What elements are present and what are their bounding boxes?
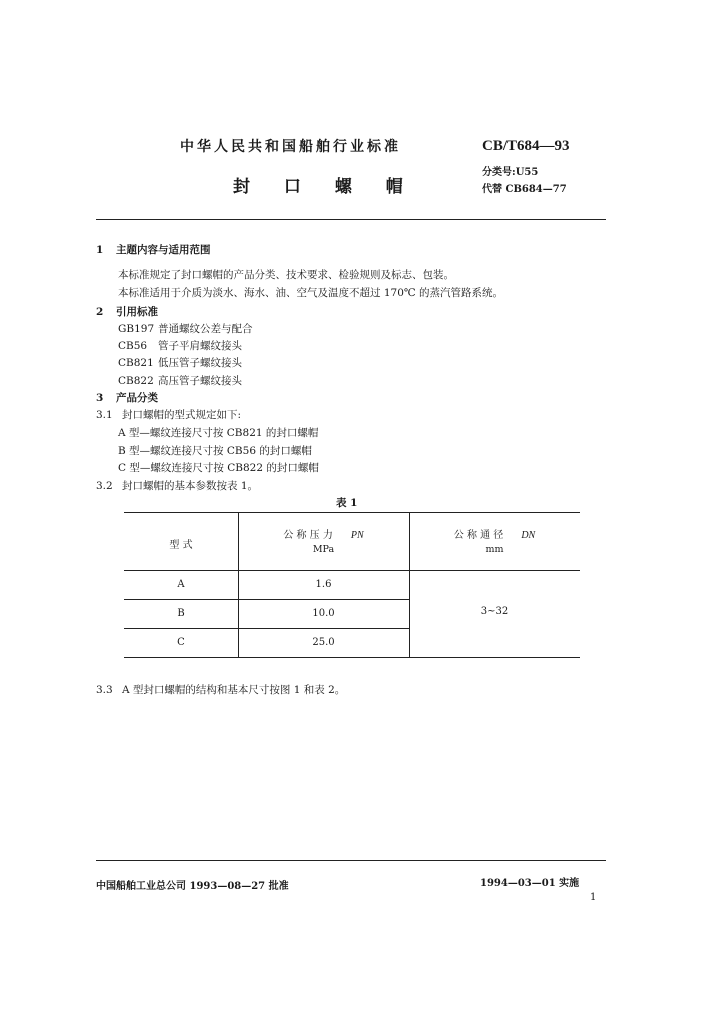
- section-number: 1: [96, 244, 104, 256]
- header-symbol: DN: [521, 530, 536, 541]
- header-rule: [96, 219, 606, 220]
- clause-3-3: [96, 682, 345, 697]
- reference-code: CB821: [118, 357, 154, 369]
- section-1-paragraph-2: 本标准适用于介质为淡水、海水、油、空气及温度不超过 170℃ 的蒸汽管路系统。: [118, 287, 503, 299]
- section-title: 主题内容与适用范围: [116, 244, 211, 256]
- table-row-rule: [124, 599, 410, 600]
- clause-3-1: [96, 407, 241, 422]
- header-unit: mm: [485, 544, 504, 555]
- clause-number: 3.2: [96, 480, 113, 492]
- standard-code: CB/T684—93: [482, 138, 570, 154]
- type-definition: C 型—螺纹连接尺寸按 CB822 的封口螺帽: [118, 462, 319, 474]
- header-label: 公 称 压 力: [283, 530, 333, 541]
- reference-name: 高压管子螺纹接头: [158, 375, 242, 387]
- reference-item: [118, 338, 242, 353]
- table-cell-pressure: 25.0: [312, 637, 335, 648]
- page-number: 1: [590, 892, 597, 903]
- clause-text: 封口螺帽的基本参数按表 1。: [122, 480, 259, 492]
- table-bottom-rule: [124, 657, 580, 658]
- clause-text: A 型封口螺帽的结构和基本尺寸按图 1 和表 2。: [122, 684, 346, 696]
- column-header-diameter: [409, 526, 580, 555]
- table-cell-pressure: 1.6: [315, 579, 332, 590]
- reference-name: 低压管子螺纹接头: [158, 357, 242, 369]
- table-row-rule: [124, 628, 410, 629]
- approval-note: 中国船舶工业总公司 1993—08—27 批准: [96, 881, 289, 892]
- header-label: 公 称 通 径: [453, 530, 504, 541]
- footer-rule: [96, 860, 606, 861]
- reference-item: [118, 321, 253, 336]
- reference-item: [118, 355, 242, 370]
- table-cell-diameter: 3~32: [480, 606, 509, 617]
- reference-name: 管子平肩螺纹接头: [158, 340, 242, 352]
- section-number: 2: [96, 306, 104, 318]
- classification-number: 分类号:U55: [482, 167, 539, 178]
- header-symbol: PN: [350, 530, 364, 541]
- table-top-rule: [124, 512, 580, 513]
- clause-3-2: [96, 478, 258, 493]
- table-cell-type: A: [177, 579, 185, 590]
- table-cell-type: B: [177, 608, 185, 619]
- reference-code: CB822: [118, 375, 154, 387]
- section-1-heading: [96, 242, 211, 257]
- clause-number: 3.3: [96, 684, 113, 696]
- clause-number: 3.1: [96, 409, 113, 421]
- section-2-heading: [96, 304, 158, 319]
- section-title: 产品分类: [116, 392, 158, 404]
- column-header-type: 型 式: [169, 540, 193, 551]
- document-title: 封 口 螺 帽: [233, 177, 417, 197]
- section-3-heading: [96, 390, 158, 405]
- section-1-paragraph-1: 本标准规定了封口螺帽的产品分类、技术要求、检验规则及标志、包装。: [118, 269, 454, 281]
- section-title: 引用标准: [116, 306, 158, 318]
- reference-code: CB56: [118, 340, 148, 352]
- type-definition: A 型—螺纹连接尺寸按 CB821 的封口螺帽: [118, 427, 319, 439]
- reference-name: 普通螺纹公差与配合: [158, 323, 253, 335]
- type-definition: B 型—螺纹连接尺寸按 CB56 的封口螺帽: [118, 445, 312, 457]
- column-header-pressure: [238, 526, 409, 555]
- header-unit: MPa: [312, 544, 335, 555]
- implementation-date: 1994—03—01 实施: [480, 878, 580, 889]
- clause-text: 封口螺帽的型式规定如下:: [122, 409, 242, 421]
- table-cell-pressure: 10.0: [312, 608, 335, 619]
- reference-code: GB197: [118, 323, 155, 335]
- section-number: 3: [96, 392, 104, 404]
- table-header-rule: [124, 570, 580, 571]
- reference-item: [118, 373, 242, 388]
- replaces-standard: 代替 CB684—77: [482, 184, 567, 195]
- table-caption: 表 1: [336, 497, 358, 509]
- table-cell-type: C: [177, 637, 185, 648]
- standard-organization: 中华人民共和国船舶行业标准: [180, 139, 401, 155]
